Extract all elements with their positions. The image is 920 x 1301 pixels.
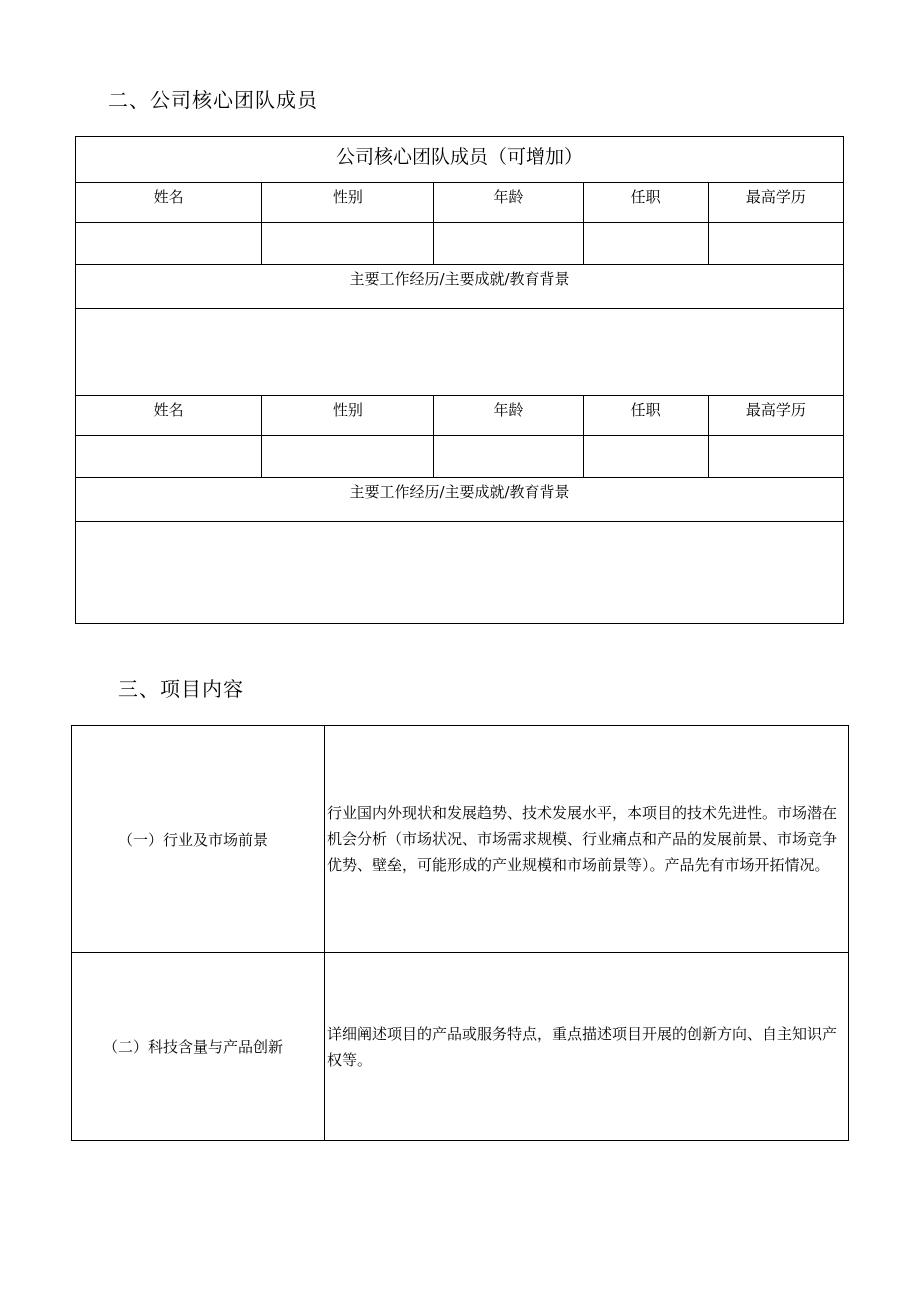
header-education: 最高学历 [708,396,843,436]
header-education: 最高学历 [708,183,843,223]
header-age: 年龄 [434,183,583,223]
experience-label-1: 主要工作经历/主要成就/教育背景 [76,265,844,309]
team-members-table [75,136,844,624]
cell-education-1[interactable] [708,223,843,265]
row-label-industry-market: （一）行业及市场前景 [72,726,325,953]
row-description-industry-market[interactable]: 行业国内外现状和发展趋势、技术发展水平，本项目的技术先进性。市场潜在机会分析（市场状况、市场需求规模、行业痛点和产品的发展前景、市场竞争优势、壁垒，可能形成的产业规模和市场前景等）。产品先有市场开拓情况。 [325,726,849,953]
project-content-table [71,725,849,1141]
experience-label-2: 主要工作经历/主要成就/教育背景 [76,478,844,522]
cell-name-2[interactable] [76,436,262,478]
cell-position-2[interactable] [583,436,708,478]
row-description-tech-innovation[interactable]: 详细阐述项目的产品或服务特点，重点描述项目开展的创新方向、自主知识产权等。 [325,953,849,1141]
experience-cell-2[interactable] [76,522,844,624]
cell-education-2[interactable] [708,436,843,478]
cell-name-1[interactable] [76,223,262,265]
header-name: 姓名 [76,396,262,436]
section-title-project: 三、项目内容 [118,677,244,701]
cell-age-1[interactable] [434,223,583,265]
team-table-caption: 公司核心团队成员（可增加） [76,137,844,183]
header-gender: 性别 [262,396,434,436]
header-gender: 性别 [262,183,434,223]
row-label-tech-innovation: （二）科技含量与产品创新 [72,953,325,1141]
header-position: 任职 [583,183,708,223]
header-position: 任职 [583,396,708,436]
cell-gender-2[interactable] [262,436,434,478]
section-title-team: 二、公司核心团队成员 [108,88,318,112]
cell-position-1[interactable] [583,223,708,265]
header-name: 姓名 [76,183,262,223]
cell-age-2[interactable] [434,436,583,478]
header-age: 年龄 [434,396,583,436]
experience-cell-1[interactable] [76,309,844,396]
cell-gender-1[interactable] [262,223,434,265]
